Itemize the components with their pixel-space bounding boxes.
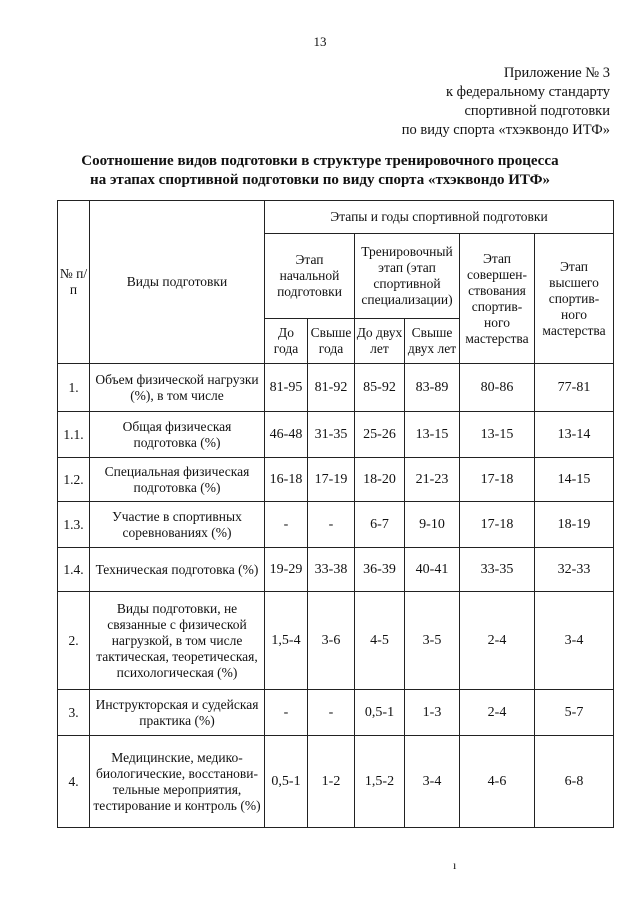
row-value: - (265, 690, 308, 736)
row-value: 4-6 (460, 736, 535, 828)
row-value: 1,5-4 (265, 592, 308, 690)
table-row (58, 548, 614, 592)
row-value: - (265, 502, 308, 548)
header-stage-initial: Этап начальной подготовки (265, 234, 355, 319)
row-value: 1-3 (405, 690, 460, 736)
row-num: 3. (58, 690, 90, 736)
row-value: 32-33 (535, 548, 614, 592)
title-line-2: на этапах спортивной подготовки по виду спорта «тхэквондо ИТФ» (90, 172, 550, 188)
row-value: 80-86 (460, 364, 535, 412)
row-value: 3-5 (405, 592, 460, 690)
row-name: Медицинские, медико-биологические, восстанови-тельные мероприятия, тестирование и контроль (%) (90, 736, 265, 828)
row-num: 1.1. (58, 412, 90, 458)
row-value: 1-2 (308, 736, 355, 828)
row-value: 19-29 (265, 548, 308, 592)
header-stage-improvement: Этап совершен-ствования спортив-ного мастерства (460, 234, 535, 364)
row-value: 77-81 (535, 364, 614, 412)
row-value: 18-20 (355, 458, 405, 502)
training-ratio-table (57, 200, 614, 828)
row-num: 1.3. (58, 502, 90, 548)
row-value: 16-18 (265, 458, 308, 502)
row-value: 0,5-1 (355, 690, 405, 736)
header-year-over1: Свыше года (308, 319, 355, 364)
row-num: 2. (58, 592, 90, 690)
header-year-upto1: До года (265, 319, 308, 364)
appendix-line-2: к федеральному стандарту (446, 84, 610, 100)
row-value: 5-7 (535, 690, 614, 736)
row-value: 46-48 (265, 412, 308, 458)
row-value: 18-19 (535, 502, 614, 548)
table-row (58, 364, 614, 412)
row-value: 9-10 (405, 502, 460, 548)
row-value: 36-39 (355, 548, 405, 592)
row-value: 3-6 (308, 592, 355, 690)
title-line-1: Соотношение видов подготовки в структуре тренировочного процесса (81, 153, 559, 169)
row-value: 3-4 (535, 592, 614, 690)
row-name: Виды подготовки, не связанные с физической нагрузкой, в том числе тактическая, теоретическая, психологическая (%) (90, 592, 265, 690)
row-value: 6-8 (535, 736, 614, 828)
header-stages-title: Этапы и годы спортивной подготовки (265, 201, 614, 234)
row-name: Участие в спортивных соревнованиях (%) (90, 502, 265, 548)
row-value: 31-35 (308, 412, 355, 458)
scan-mark: ı (453, 858, 457, 872)
row-value: 13-14 (535, 412, 614, 458)
row-value: 40-41 (405, 548, 460, 592)
header-year-over2: Свыше двух лет (405, 319, 460, 364)
table-row (58, 736, 614, 828)
row-value: 83-89 (405, 364, 460, 412)
row-name: Инструкторская и судейская практика (%) (90, 690, 265, 736)
table-row (58, 592, 614, 690)
row-value: 13-15 (405, 412, 460, 458)
row-value: 2-4 (460, 690, 535, 736)
appendix-line-4: по виду спорта «тхэквондо ИТФ» (401, 122, 610, 138)
row-value: 17-18 (460, 458, 535, 502)
row-value: 17-18 (460, 502, 535, 548)
row-value: 3-4 (405, 736, 460, 828)
row-value: 13-15 (460, 412, 535, 458)
row-num: 1.2. (58, 458, 90, 502)
header-stage-training: Тренировочный этап (этап спортивной специализации) (355, 234, 460, 319)
table-row (58, 458, 614, 502)
row-name: Специальная физическая подготовка (%) (90, 458, 265, 502)
table-row (58, 690, 614, 736)
row-value: 2-4 (460, 592, 535, 690)
row-name: Техническая подготовка (%) (90, 548, 265, 592)
page-number: 13 (313, 34, 327, 49)
row-value: - (308, 690, 355, 736)
header-year-upto2: До двух лет (355, 319, 405, 364)
row-num: 1.4. (58, 548, 90, 592)
appendix-note (402, 64, 610, 140)
row-num: 1. (58, 364, 90, 412)
row-value: 4-5 (355, 592, 405, 690)
row-value: 33-38 (308, 548, 355, 592)
row-value: 14-15 (535, 458, 614, 502)
row-value: 85-92 (355, 364, 405, 412)
row-value: 81-95 (265, 364, 308, 412)
row-value: 17-19 (308, 458, 355, 502)
row-value: 1,5-2 (355, 736, 405, 828)
row-value: 81-92 (308, 364, 355, 412)
row-num: 4. (58, 736, 90, 828)
appendix-line-1: Приложение № 3 (503, 65, 610, 81)
document-title (0, 152, 640, 190)
row-value: 0,5-1 (265, 736, 308, 828)
row-value: 6-7 (355, 502, 405, 548)
row-value: 33-35 (460, 548, 535, 592)
row-value: - (308, 502, 355, 548)
table-row (58, 412, 614, 458)
row-value: 25-26 (355, 412, 405, 458)
header-stage-highest: Этап высшего спортив-ного мастерства (535, 234, 614, 364)
table-row (58, 502, 614, 548)
row-name: Объем физической нагрузки (%), в том числе (90, 364, 265, 412)
row-name: Общая физическая подготовка (%) (90, 412, 265, 458)
header-types: Виды подготовки (90, 201, 265, 364)
row-value: 21-23 (405, 458, 460, 502)
header-num: № п/п (58, 201, 90, 364)
appendix-line-3: спортивной подготовки (464, 103, 610, 119)
